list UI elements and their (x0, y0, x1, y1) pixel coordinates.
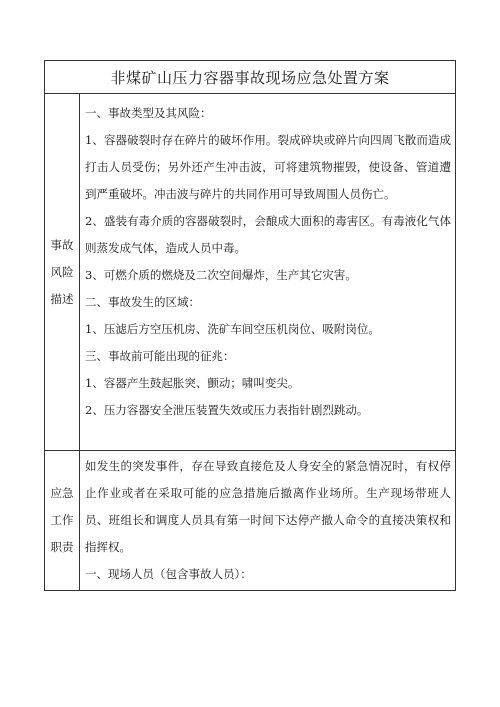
onsite-personnel-heading: 一、现场人员（包含事故人员）： (85, 567, 252, 581)
emergency-duty-content (80, 451, 455, 590)
label-line: 描述 (50, 291, 74, 306)
warning-item-2: 2、压力容器安全泄压装置失效或压力表指针剧烈跳动。 (85, 403, 369, 417)
label-line: 事故 (50, 237, 74, 252)
emergency-duty-label (45, 451, 80, 590)
emergency-plan-table (44, 60, 456, 591)
duty-paragraph: 如发生的突发事件，存在导致直接危及人身安全的紧急情况时，有权停止作业或者在采取可能的应急措施后撤离作业场所。生产现场带班人员、班组长和调度人员具有第一时间下达停产撤人命令的直接决策权和指挥权。 (85, 459, 451, 554)
warning-item-1: 1、容器产生鼓起胀突、颤动；啸叫变尖。 (85, 376, 300, 390)
risk-item-1: 1、容器破裂时存在碎片的破坏作用。裂成碎块或碎片向四周飞散而造成打击人员受伤；另外还产生冲击波，可将建筑物摧毁，使设备、管道遭到严重破坏。冲击波与碎片的共同作用可导致周围人员伤亡。 (85, 133, 451, 201)
warning-signs-heading: 三、事故前可能出现的征兆： (85, 349, 235, 363)
emergency-duty-row (45, 451, 455, 590)
area-item-1: 1、压滤后方空压机房、洗矿车间空压机岗位、吸附岗位。 (85, 322, 380, 336)
label-line: 工作 (50, 513, 74, 527)
risk-item-3: 3、可燃介质的燃烧及二次空间爆炸，生产其它灾害。 (85, 268, 357, 282)
risk-description-row (45, 94, 455, 451)
label-line: 职责 (50, 540, 74, 554)
label-line: 风险 (50, 264, 74, 279)
risk-description-label (45, 94, 80, 450)
risk-item-2: 2、盛装有毒介质的容器破裂时，会酿成大面积的毒害区。有毒液化气体则蒸发成气体，造成人员中毒。 (85, 214, 451, 255)
label-line: 应急 (50, 486, 74, 500)
accident-type-heading: 一、事故类型及其风险： (85, 106, 212, 120)
risk-description-content (80, 94, 455, 450)
document-title: 非煤矿山压力容器事故现场应急处置方案 (45, 61, 455, 94)
accident-area-heading: 二、事故发生的区域： (85, 295, 200, 309)
